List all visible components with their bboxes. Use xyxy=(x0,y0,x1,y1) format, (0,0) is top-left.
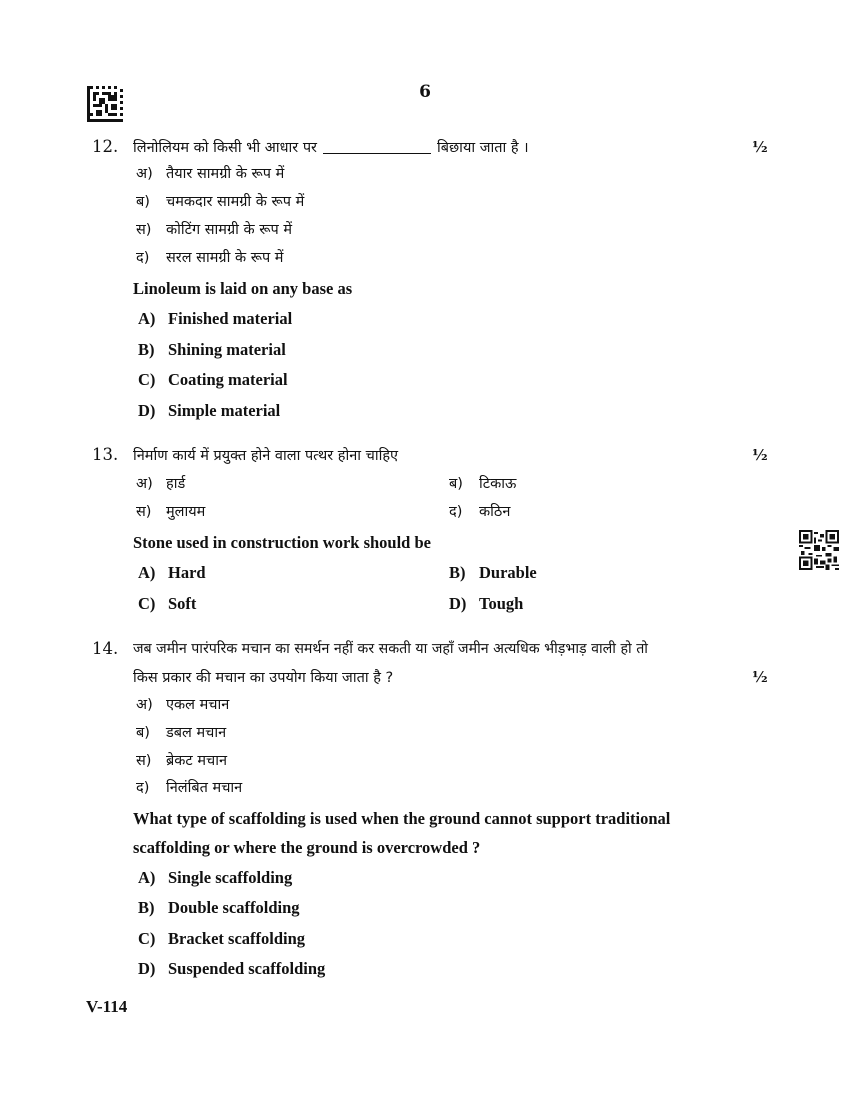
hindi-option xyxy=(449,501,510,521)
option-text: Coating material xyxy=(168,370,288,389)
hindi-option xyxy=(449,473,516,493)
option-label: C) xyxy=(138,370,156,389)
hindi-option xyxy=(136,694,229,714)
option-text: कठिन xyxy=(479,504,511,520)
option-text: चमकदार सामग्री के रूप में xyxy=(166,194,305,210)
option-label: D) xyxy=(138,401,156,420)
option-label: द) xyxy=(136,780,150,796)
option-text: Simple material xyxy=(168,401,281,420)
question-number: 13. xyxy=(92,445,119,464)
hindi-option xyxy=(136,219,292,239)
option-label: D) xyxy=(449,594,467,613)
english-option xyxy=(138,898,300,918)
option-text: Shining material xyxy=(168,340,286,359)
question-text-english: Linoleum is laid on any base as xyxy=(133,279,353,298)
marks: ½ xyxy=(752,668,768,686)
option-text: मुलायम xyxy=(166,504,206,520)
option-label: स) xyxy=(136,504,152,520)
option-label: A) xyxy=(138,868,156,887)
english-option xyxy=(449,594,523,614)
option-label: ब) xyxy=(449,476,463,492)
option-label: A) xyxy=(138,309,156,328)
english-option xyxy=(138,594,196,614)
option-text: Durable xyxy=(479,563,537,582)
hindi-option xyxy=(136,163,284,183)
option-text: Finished material xyxy=(168,309,293,328)
english-option xyxy=(138,868,292,888)
option-label: ब) xyxy=(136,725,150,741)
option-text: Soft xyxy=(168,594,197,613)
hindi-option xyxy=(136,750,227,770)
option-label: अ) xyxy=(136,476,153,492)
english-option xyxy=(138,959,325,979)
question-text-hindi-line1: जब जमीन पारंपरिक मचान का समर्थन नहीं कर सकती या जहाँ जमीन अत्यधिक भीड़भाड़ वाली हो तो xyxy=(133,641,648,657)
option-label: अ) xyxy=(136,697,153,713)
question-text-english-line2: scaffolding or where the ground is overcrowded ? xyxy=(133,838,481,857)
hindi-option xyxy=(136,473,185,493)
option-text: Single scaffolding xyxy=(168,868,293,887)
english-option xyxy=(138,370,288,390)
hindi-option xyxy=(136,247,283,267)
option-text: ब्रेकट मचान xyxy=(166,753,228,769)
option-label: B) xyxy=(138,898,155,917)
option-text: Suspended scaffolding xyxy=(168,959,326,978)
question-text-hindi: निर्माण कार्य में प्रयुक्त होने वाला पत्थर होना चाहिए xyxy=(133,448,399,464)
option-label: A) xyxy=(138,563,156,582)
english-option xyxy=(138,401,280,421)
english-option xyxy=(138,309,292,329)
option-text: तैयार सामग्री के रूप में xyxy=(166,166,285,182)
option-text: कोटिंग सामग्री के रूप में xyxy=(166,222,293,238)
paper-code: V-114 xyxy=(86,997,128,1016)
question-text-hindi-line2: किस प्रकार की मचान का उपयोग किया जाता है ? xyxy=(133,670,394,686)
question-text-hindi-suffix: बिछाया जाता है । xyxy=(436,140,529,156)
option-label: अ) xyxy=(136,166,153,182)
question-text-hindi xyxy=(133,137,529,157)
option-text: निलंबित मचान xyxy=(166,780,243,796)
hindi-option xyxy=(136,501,205,521)
qr-code-icon xyxy=(799,530,839,570)
page-number: 6 xyxy=(419,82,431,102)
option-label: C) xyxy=(138,594,156,613)
option-text: सरल सामग्री के रूप में xyxy=(166,250,284,266)
marks: ½ xyxy=(752,446,768,464)
english-option xyxy=(449,563,537,583)
option-text: एकल मचान xyxy=(166,697,230,713)
option-label: द) xyxy=(449,504,463,520)
option-label: D) xyxy=(138,959,156,978)
option-text: हार्ड xyxy=(166,476,186,492)
english-option xyxy=(138,340,286,360)
question-text-english-line1: What type of scaffolding is used when the ground cannot support traditional xyxy=(133,809,671,828)
option-text: Double scaffolding xyxy=(168,898,300,917)
option-text: Bracket scaffolding xyxy=(168,929,306,948)
option-label: C) xyxy=(138,929,156,948)
option-text: डबल मचान xyxy=(166,725,227,741)
option-text: टिकाऊ xyxy=(479,476,517,492)
marks: ½ xyxy=(752,138,768,156)
fill-in-blank xyxy=(323,153,431,154)
hindi-option xyxy=(136,722,226,742)
question-text-hindi-prefix: लिनोलियम को किसी भी आधार पर xyxy=(133,140,317,156)
option-label: स) xyxy=(136,222,152,238)
question-number: 12. xyxy=(92,137,119,156)
question-number: 14. xyxy=(92,639,119,658)
option-text: Hard xyxy=(168,563,206,582)
option-label: ब) xyxy=(136,194,150,210)
question-text-english: Stone used in construction work should be xyxy=(133,533,431,552)
english-option xyxy=(138,563,206,583)
hindi-option xyxy=(136,191,304,211)
option-label: द) xyxy=(136,250,150,266)
option-label: B) xyxy=(138,340,155,359)
option-label: स) xyxy=(136,753,152,769)
hindi-option xyxy=(136,777,242,797)
english-option xyxy=(138,929,305,949)
option-label: B) xyxy=(449,563,466,582)
option-text: Tough xyxy=(479,594,524,613)
